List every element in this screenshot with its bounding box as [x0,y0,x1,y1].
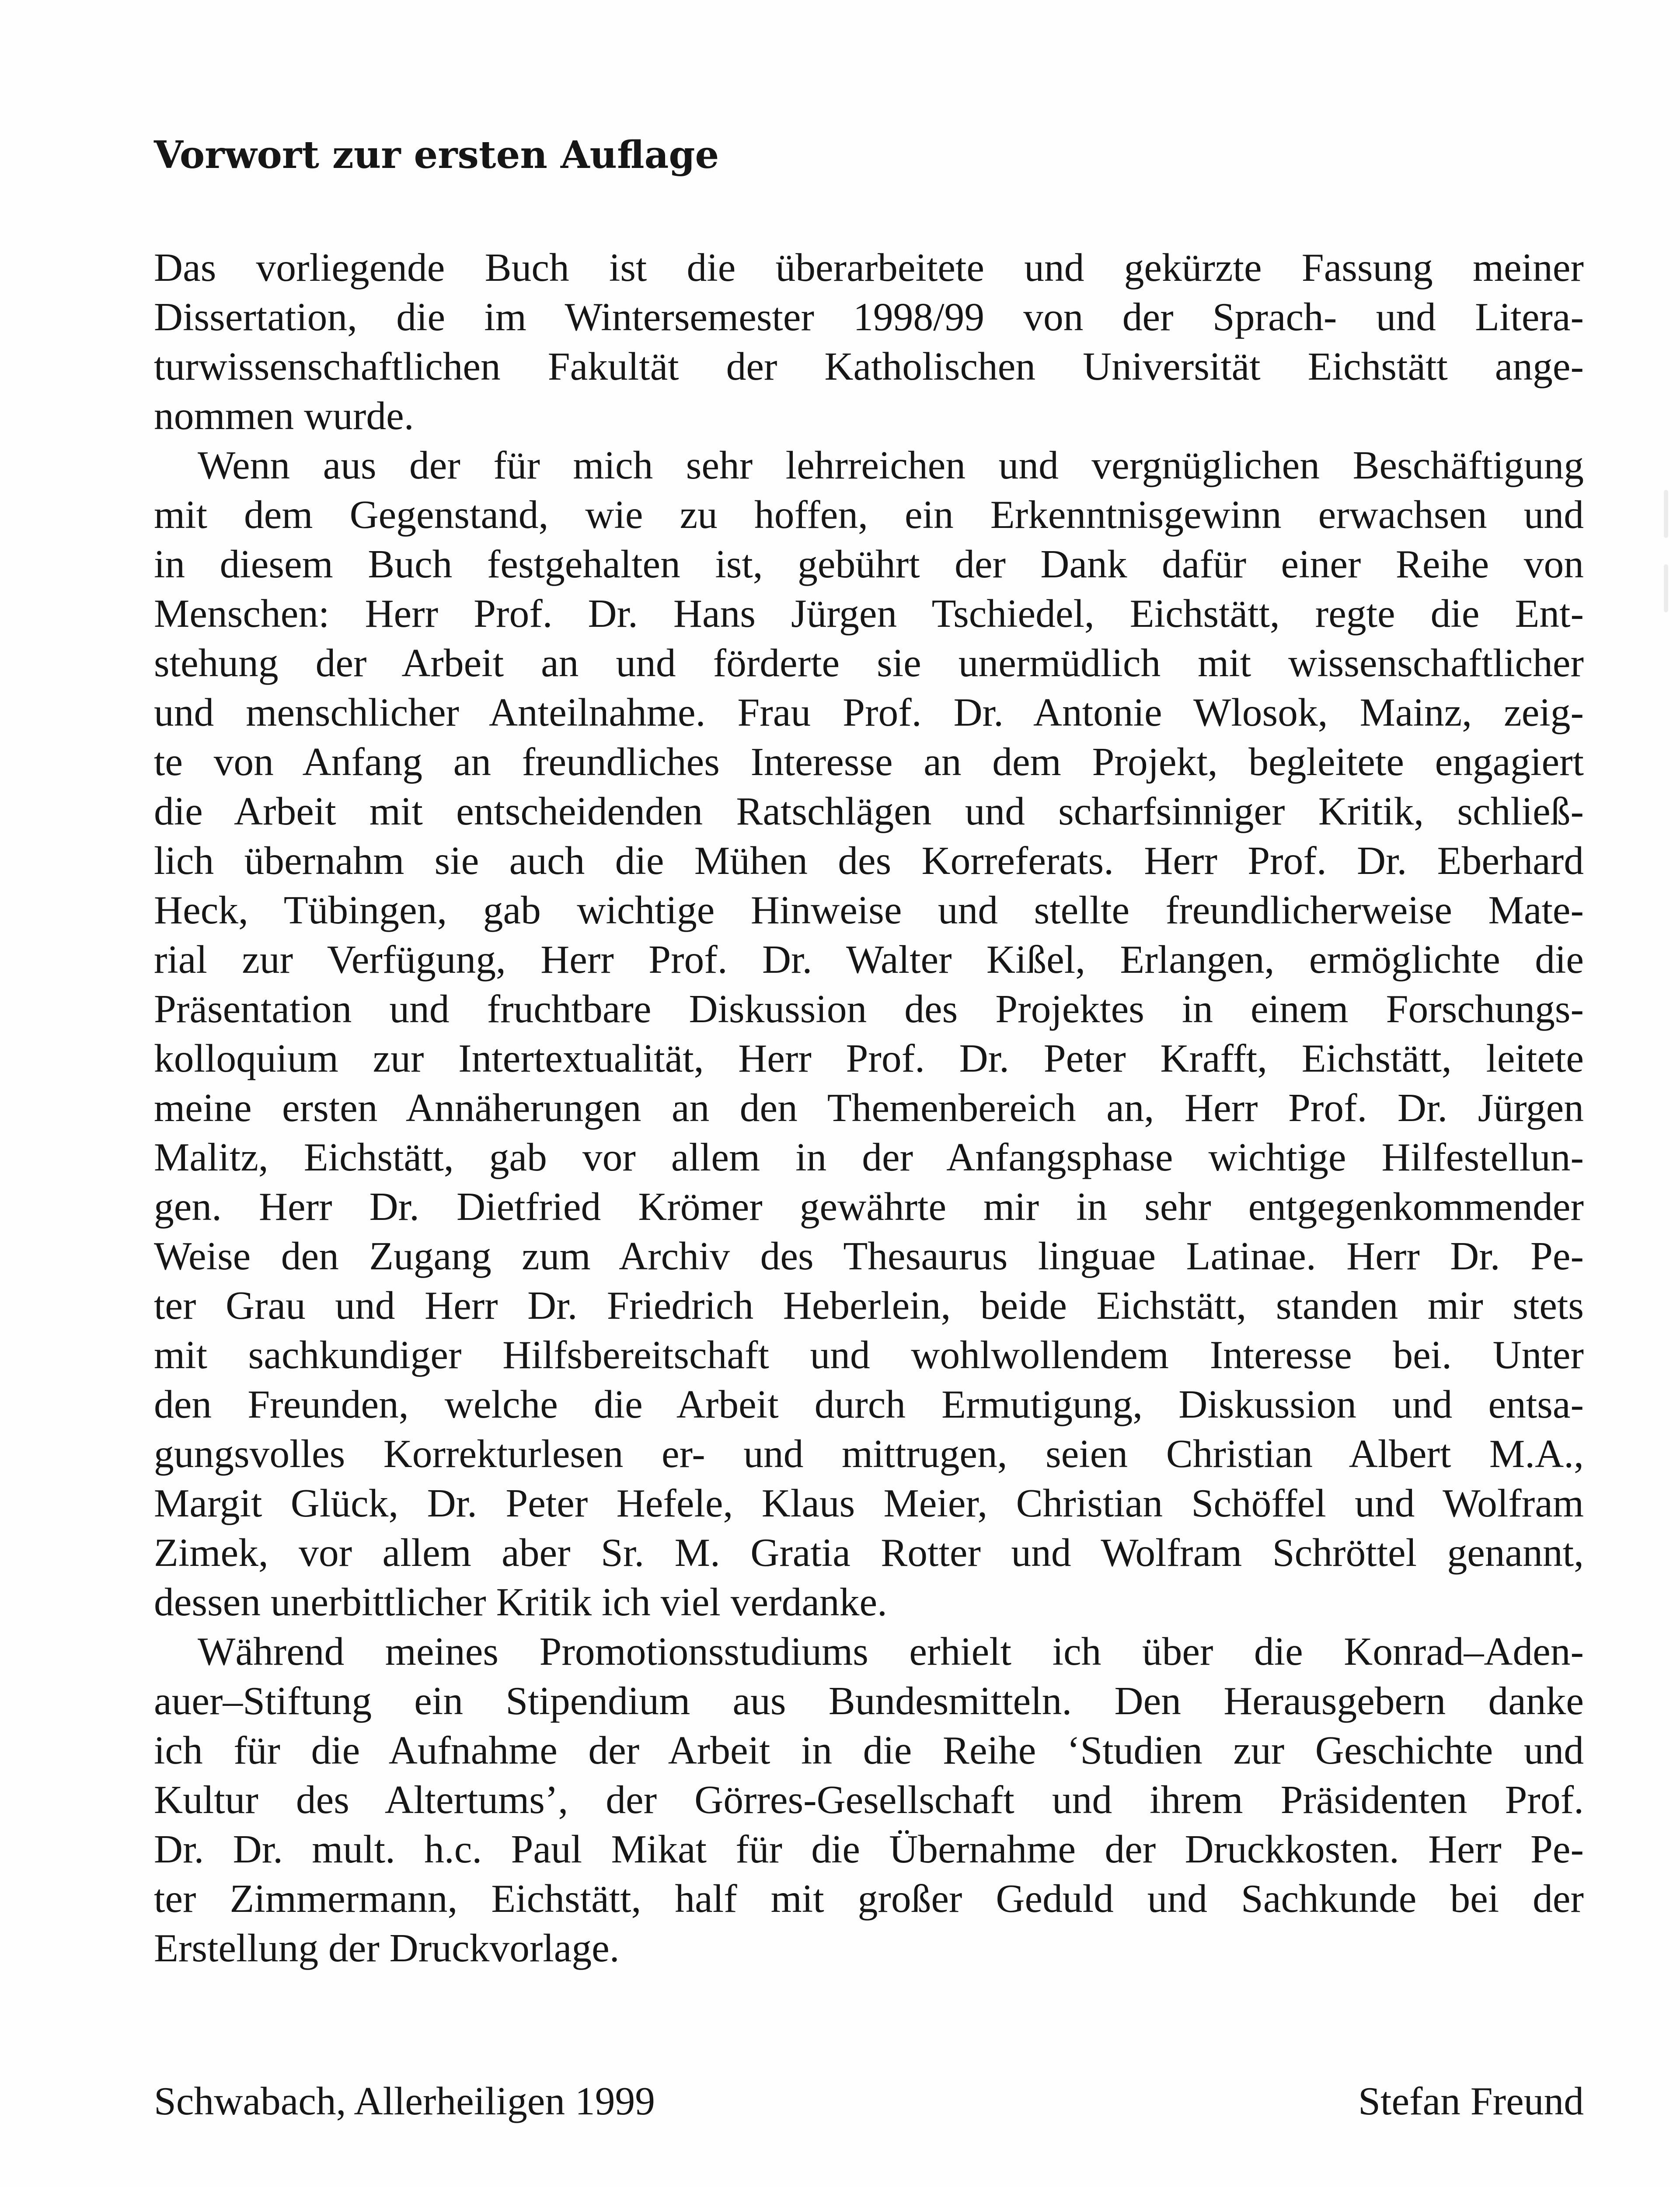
text-line: Weise den Zugang zum Archiv des Thesaurus linguae Latinae. Herr Dr. Pe- [154,1233,1584,1278]
place-date: Schwabach, Allerheiligen 1999 [154,2079,655,2123]
text-line: Heck, Tübingen, gab wichtige Hinweise und stellte freundlicherweise Mate- [154,887,1584,932]
text-line: lich übernahm sie auch die Mühen des Korreferats. Herr Prof. Dr. Eberhard [154,838,1584,883]
text-line: Dr. Dr. mult. h.c. Paul Mikat für die Übernahme der Druckkosten. Herr Pe- [154,1827,1584,1871]
text-line: und menschlicher Anteilnahme. Frau Prof. Dr. Antonie Wlosok, Mainz, zeig- [154,690,1584,734]
text-line: ter Grau und Herr Dr. Friedrich Heberlein, beide Eichstätt, standen mir stets [154,1283,1584,1328]
text-line: nommen wurde. [154,393,414,438]
text-line: Menschen: Herr Prof. Dr. Hans Jürgen Tschiedel, Eichstätt, regte die Ent- [154,591,1584,636]
text-line: die Arbeit mit entscheidenden Ratschlägen und scharfsinniger Kritik, schließ- [154,789,1584,833]
text-line: stehung der Arbeit an und förderte sie unermüdlich mit wissenschaftlicher [154,640,1584,685]
paragraph-2 [154,440,1584,1627]
author-name: Stefan Freund [1358,2079,1584,2123]
paragraph-3 [154,1627,1584,1973]
preface-body [154,243,1584,1973]
text-line: Das vorliegende Buch ist die überarbeitete und gekürzte Fassung meiner [154,245,1584,290]
text-line: auer–Stiftung ein Stipendium aus Bundesmitteln. Den Herausgebern danke [154,1678,1584,1723]
text-line: Präsentation und fruchtbare Diskussion des Projektes in einem Forschungs- [154,986,1584,1031]
text-line: gen. Herr Dr. Dietfried Krömer gewährte mir in sehr entgegenkommender [154,1184,1584,1229]
text-line: mit dem Gegenstand, wie zu hoffen, ein Erkenntnisgewinn erwachsen und [154,492,1584,537]
page-title: Vorwort zur ersten Auflage [154,133,719,177]
text-line: Zimek, vor allem aber Sr. M. Gratia Rotter und Wolfram Schröttel genannt, [154,1530,1584,1575]
text-line: ich für die Aufnahme der Arbeit in die Reihe ‘Studien zur Geschichte und [154,1728,1584,1772]
text-line: meine ersten Annäherungen an den Themenbereich an, Herr Prof. Dr. Jürgen [154,1085,1584,1130]
text-line: Margit Glück, Dr. Peter Hefele, Klaus Meier, Christian Schöffel und Wolfram [154,1481,1584,1525]
text-line: Dissertation, die im Wintersemester 1998/99 von der Sprach- und Litera- [154,294,1584,339]
text-line: in diesem Buch festgehalten ist, gebührt der Dank dafür einer Reihe von [154,542,1584,586]
text-line: Kultur des Altertums’, der Görres-Gesellschaft und ihrem Präsidenten Prof. [154,1777,1584,1822]
text-line: kolloquium zur Intertextualität, Herr Prof. Dr. Peter Krafft, Eichstätt, leitete [154,1036,1584,1080]
text-line: Wenn aus der für mich sehr lehrreichen und vergnüglichen Beschäftigung [198,443,1584,487]
text-line: Malitz, Eichstätt, gab vor allem in der Anfangsphase wichtige Hilfestellun- [154,1135,1584,1179]
text-line: Erstellung der Druckvorlage. [154,1925,620,1970]
text-line: rial zur Verfügung, Herr Prof. Dr. Walter Kißel, Erlangen, ermöglichte die [154,937,1584,982]
text-line: den Freunden, welche die Arbeit durch Ermutigung, Diskussion und entsa- [154,1382,1584,1426]
text-line: te von Anfang an freundliches Interesse an dem Projekt, begleitete engagiert [154,739,1584,784]
text-line: ter Zimmermann, Eichstätt, half mit großer Geduld und Sachkunde bei der [154,1876,1584,1921]
text-line: Während meines Promotionsstudiums erhielt ich über die Konrad–Aden- [198,1629,1584,1673]
signature-block [154,2076,1584,2129]
scan-artifact [1664,490,1668,538]
text-line: mit sachkundiger Hilfsbereitschaft und wohlwollendem Interesse bei. Unter [154,1332,1584,1377]
scan-artifact [1664,564,1668,612]
paragraph-1 [154,243,1584,440]
text-line: turwissenschaftlichen Fakultät der Katholischen Universität Eichstätt ange- [154,344,1584,388]
text-line: dessen unerbittlicher Kritik ich viel verdanke. [154,1579,887,1624]
text-line: gungsvolles Korrekturlesen er- und mittrugen, seien Christian Albert M.A., [154,1431,1584,1476]
